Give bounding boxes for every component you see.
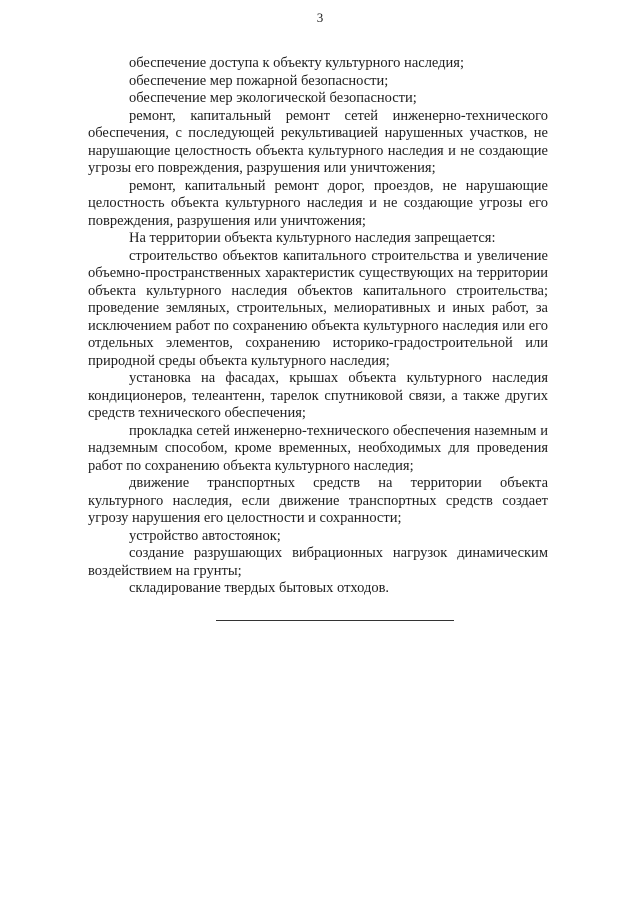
paragraph: движение транспортных средств на территории объекта культурного наследия, если движение транспортных средств создает угрозу нарушения его целостности и сохранности; [88,475,548,526]
paragraph: На территории объекта культурного наследия запрещается: [129,230,496,246]
page-number: 3 [316,10,324,25]
paragraph: складирование твердых бытовых отходов. [129,580,390,596]
document-body [88,55,548,598]
paragraph: ремонт, капитальный ремонт дорог, проездов, не нарушающие целостность объекта культурного наследия и не создающие угрозы его повреждения, разрушения или уничтожения; [88,177,548,229]
end-divider [216,620,454,621]
paragraph: обеспечение мер экологической безопасности; [129,90,417,106]
paragraph: обеспечение доступа к объекту культурного наследия; [129,55,465,71]
paragraph: ремонт, капитальный ремонт сетей инженерно-технического обеспечения, с последующей рекультивацией нарушенных участков, не нарушающие целостность объекта культурного наследия и не создающие угрозы его повреждения, разрушения или уничтожения; [88,107,548,176]
paragraph: строительство объектов капитального строительства и увеличение объемно-пространственных характеристик существующих на территории объекта культурного наследия объектов капитального строительства; проведение земляных, строительных, мелиоративных и иных работ, за исключением работ по сохранению объекта культурного наследия или его отдельных элементов, сохранению историко-градостроительной или природной среды объекта культурного наследия; [88,247,548,369]
paragraph: создание разрушающих вибрационных нагрузок динамическим воздействием на грунты; [88,545,548,579]
paragraph: установка на фасадах, крышах объекта культурного наследия кондиционеров, телеантенн, тарелок спутниковой связи, а также других средств технического обеспечения; [88,370,548,421]
paragraph: прокладка сетей инженерно-технического обеспечения наземным и надземным способом, кроме временных, необходимых для проведения работ по сохранению объекта культурного наследия; [88,422,548,474]
paragraph: обеспечение мер пожарной безопасности; [129,72,389,89]
paragraph: устройство автостоянок; [129,527,281,544]
